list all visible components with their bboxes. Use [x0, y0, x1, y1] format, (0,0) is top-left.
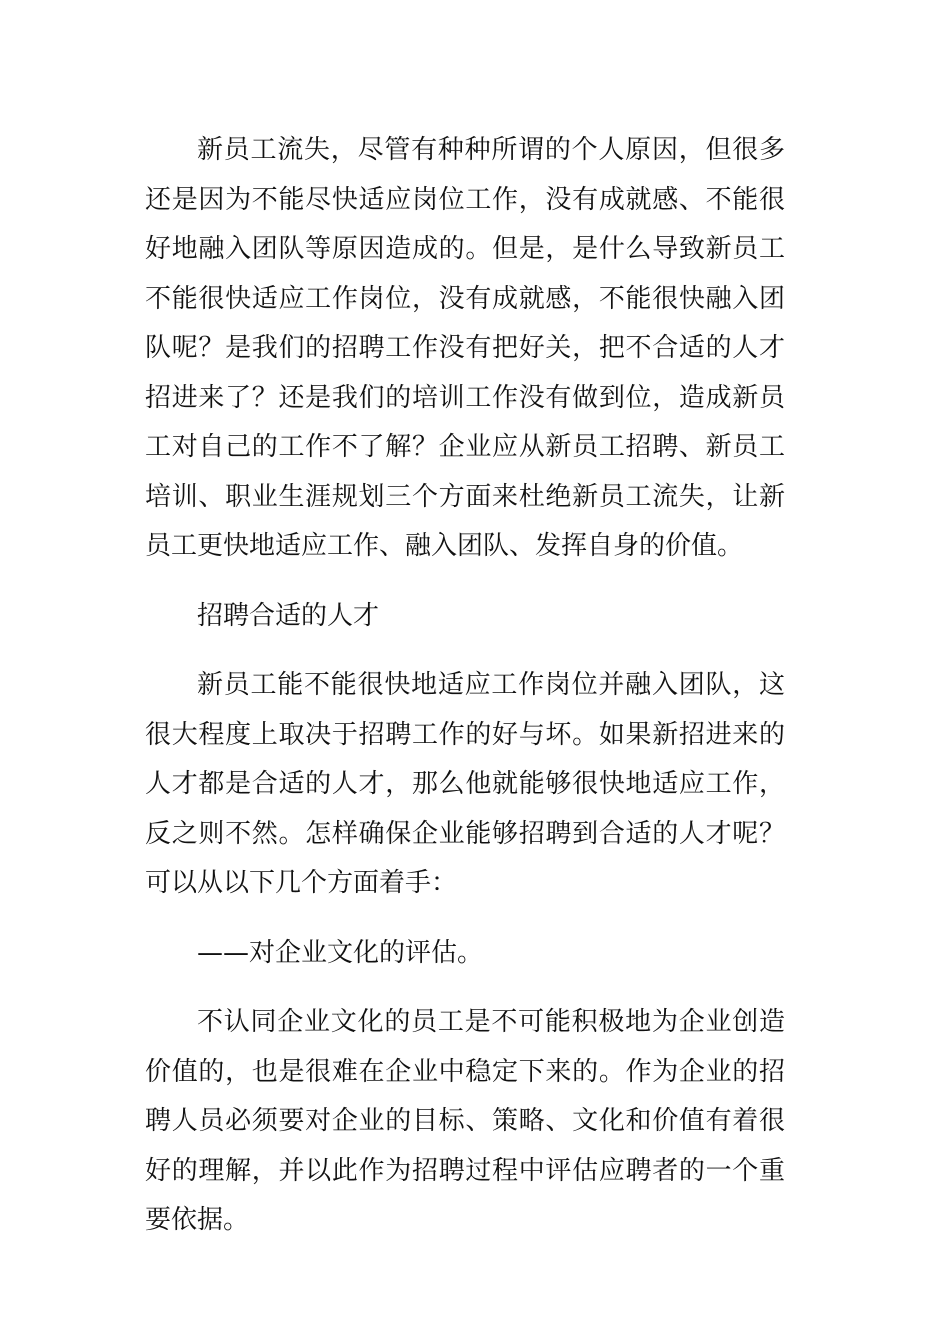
document-page	[145, 126, 785, 1266]
paragraph-recruit: 新员工能不能很快地适应工作岗位并融入团队，这很大程度上取决于招聘工作的好与坏。如果新招进来的人才都是合适的人才，那么他就能够很快地适应工作，反之则不然。怎样确保企业能够招聘到合适的人才呢？可以从以下几个方面着手：	[145, 670, 785, 898]
paragraph-intro: 新员工流失，尽管有种种所谓的个人原因，但很多还是因为不能尽快适应岗位工作，没有成就感、不能很好地融入团队等原因造成的。但是，是什么导致新员工不能很快适应工作岗位，没有成就感，不能很快融入团队呢？是我们的招聘工作没有把好关，把不合适的人才招进来了？还是我们的培训工作没有做到位，造成新员工对自己的工作不了解？企业应从新员工招聘、新员工培训、职业生涯规划三个方面来杜绝新员工流失，让新员工更快地适应工作、融入团队、发挥自身的价值。	[145, 135, 785, 561]
paragraph-culture: 不认同企业文化的员工是不可能积极地为企业创造价值的，也是很难在企业中稳定下来的。作为企业的招聘人员必须要对企业的目标、策略、文化和价值有着很好的理解，并以此作为招聘过程中评估应聘者的一个重要依据。	[145, 1007, 785, 1235]
section-heading-recruit: 招聘合适的人才	[197, 600, 380, 631]
subheading-culture: ——对企业文化的评估。	[197, 937, 484, 968]
